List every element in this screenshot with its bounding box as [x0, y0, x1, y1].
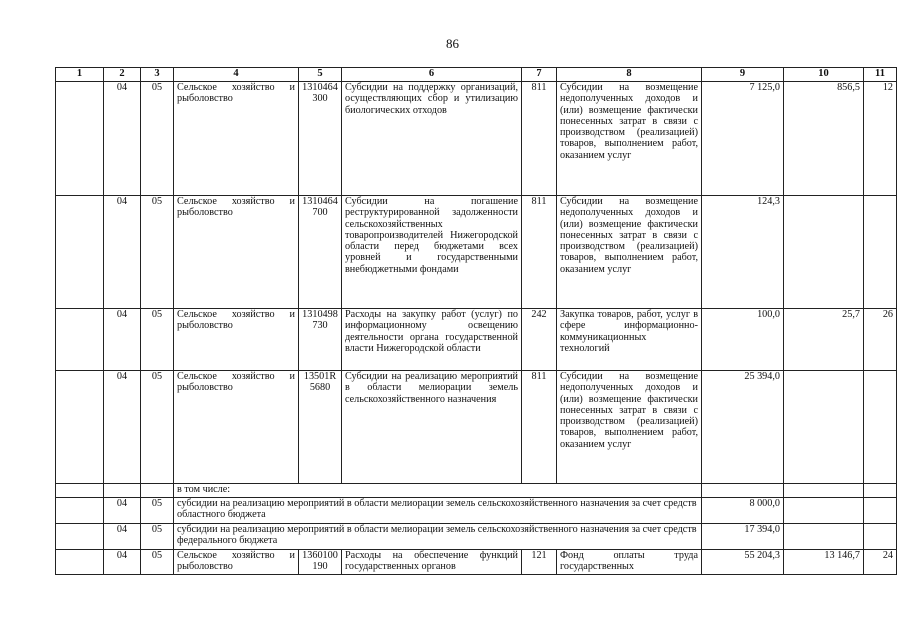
- cell-percent: 24: [864, 550, 897, 575]
- table-row: [56, 498, 897, 524]
- cell-section: 04: [104, 196, 141, 309]
- cell-amount-actual: 25,7: [784, 309, 864, 371]
- header-cell: 8: [557, 68, 702, 82]
- cell-code: 1310498730: [299, 309, 342, 371]
- table-row: [56, 524, 897, 550]
- cell-empty: [56, 498, 104, 524]
- cell-type-name: Закупка товаров, работ, услуг в сфере информационно-коммуникационных технологий: [557, 309, 702, 371]
- cell-description: Субсидии на реализацию мероприятий в области мелиорации земель сельскохозяйственного назначения: [342, 371, 522, 484]
- cell-empty: [56, 484, 104, 498]
- cell-empty: [56, 196, 104, 309]
- cell-type-code: 811: [522, 196, 557, 309]
- cell-empty: [784, 484, 864, 498]
- cell-type-code: 242: [522, 309, 557, 371]
- cell-section: 04: [104, 524, 141, 550]
- header-cell: 5: [299, 68, 342, 82]
- cell-amount-planned: 55 204,3: [702, 550, 784, 575]
- cell-branch: Сельское хозяйство и рыболовство: [174, 371, 299, 484]
- cell-subsection: 05: [141, 524, 174, 550]
- cell-subsection: 05: [141, 550, 174, 575]
- cell-percent: [864, 524, 897, 550]
- table-row: [56, 196, 897, 309]
- cell-percent: 12: [864, 82, 897, 196]
- cell-description: Субсидии на поддержку организаций, осуществляющих сбор и утилизацию биологических отходов: [342, 82, 522, 196]
- header-cell: 1: [56, 68, 104, 82]
- cell-code: 13501R5680: [299, 371, 342, 484]
- cell-percent: 26: [864, 309, 897, 371]
- cell-section: 04: [104, 309, 141, 371]
- cell-amount-actual: 13 146,7: [784, 550, 864, 575]
- cell-description: Расходы на обеспечение функций государственных органов: [342, 550, 522, 575]
- cell-subsection: 05: [141, 82, 174, 196]
- cell-empty: [56, 82, 104, 196]
- cell-percent: [864, 498, 897, 524]
- cell-section: 04: [104, 498, 141, 524]
- cell-code: 1360100190: [299, 550, 342, 575]
- cell-subsection: 05: [141, 498, 174, 524]
- cell-merged-description: субсидии на реализацию мероприятий в области мелиорации земель сельскохозяйственного назначения за счет средств федерального бюджета: [174, 524, 702, 550]
- cell-description: Субсидии на погашение реструктурированной задолженности сельскохозяйственных товаропроизводителей Нижегородской области перед бюджетами всех уровней и государственными внебюджетными фондами: [342, 196, 522, 309]
- table-row-note: [56, 484, 897, 498]
- cell-type-code: 811: [522, 82, 557, 196]
- cell-empty: [56, 371, 104, 484]
- header-cell: 7: [522, 68, 557, 82]
- cell-amount-actual: [784, 524, 864, 550]
- header-cell: 4: [174, 68, 299, 82]
- cell-empty: [141, 484, 174, 498]
- cell-amount-actual: [784, 371, 864, 484]
- cell-branch: Сельское хозяйство и рыболовство: [174, 309, 299, 371]
- cell-type-name: Субсидии на возмещение недополученных доходов и (или) возмещение фактически понесенных затрат в связи с производством (реализацией) товаров, выполнением работ, оказанием услуг: [557, 196, 702, 309]
- cell-subsection: 05: [141, 371, 174, 484]
- header-cell: 11: [864, 68, 897, 82]
- table-row: [56, 550, 897, 575]
- cell-type-code: 121: [522, 550, 557, 575]
- cell-amount-planned: 25 394,0: [702, 371, 784, 484]
- cell-percent: [864, 196, 897, 309]
- cell-branch: Сельское хозяйство и рыболовство: [174, 82, 299, 196]
- cell-subsection: 05: [141, 196, 174, 309]
- cell-amount-planned: 17 394,0: [702, 524, 784, 550]
- cell-amount-planned: 8 000,0: [702, 498, 784, 524]
- header-row: [56, 68, 897, 82]
- cell-type-name: Субсидии на возмещение недополученных доходов и (или) возмещение фактически понесенных затрат в связи с производством (реализацией) товаров, выполнением работ, оказанием услуг: [557, 371, 702, 484]
- cell-percent: [864, 371, 897, 484]
- header-cell: 10: [784, 68, 864, 82]
- cell-empty: [56, 550, 104, 575]
- cell-empty: [702, 484, 784, 498]
- cell-including-note: в том числе:: [174, 484, 702, 498]
- cell-section: 04: [104, 82, 141, 196]
- header-cell: 3: [141, 68, 174, 82]
- cell-amount-actual: [784, 498, 864, 524]
- cell-merged-description: субсидии на реализацию мероприятий в области мелиорации земель сельскохозяйственного назначения за счет средств областного бюджета: [174, 498, 702, 524]
- cell-empty: [56, 309, 104, 371]
- cell-empty: [864, 484, 897, 498]
- cell-subsection: 05: [141, 309, 174, 371]
- cell-code: 1310464700: [299, 196, 342, 309]
- cell-amount-planned: 100,0: [702, 309, 784, 371]
- cell-amount-planned: 7 125,0: [702, 82, 784, 196]
- header-cell: 9: [702, 68, 784, 82]
- cell-branch: Сельское хозяйство и рыболовство: [174, 196, 299, 309]
- cell-amount-actual: [784, 196, 864, 309]
- header-cell: 6: [342, 68, 522, 82]
- cell-amount-planned: 124,3: [702, 196, 784, 309]
- cell-type-code: 811: [522, 371, 557, 484]
- cell-section: 04: [104, 550, 141, 575]
- table-row: [56, 371, 897, 484]
- cell-empty: [104, 484, 141, 498]
- cell-code: 1310464300: [299, 82, 342, 196]
- cell-branch: Сельское хозяйство и рыболовство: [174, 550, 299, 575]
- table-row: [56, 82, 897, 196]
- cell-type-name: Субсидии на возмещение недополученных доходов и (или) возмещение фактически понесенных затрат в связи с производством (реализацией) товаров, выполнением работ, оказанием услуг: [557, 82, 702, 196]
- cell-section: 04: [104, 371, 141, 484]
- cell-amount-actual: 856,5: [784, 82, 864, 196]
- cell-empty: [56, 524, 104, 550]
- header-cell: 2: [104, 68, 141, 82]
- table-row: [56, 309, 897, 371]
- cell-type-name: Фонд оплаты труда государственных: [557, 550, 702, 575]
- page-number: 86: [446, 36, 459, 51]
- cell-description: Расходы на закупку работ (услуг) по информационному освещению деятельности органа государственной власти Нижегородской области: [342, 309, 522, 371]
- budget-table: [55, 67, 897, 575]
